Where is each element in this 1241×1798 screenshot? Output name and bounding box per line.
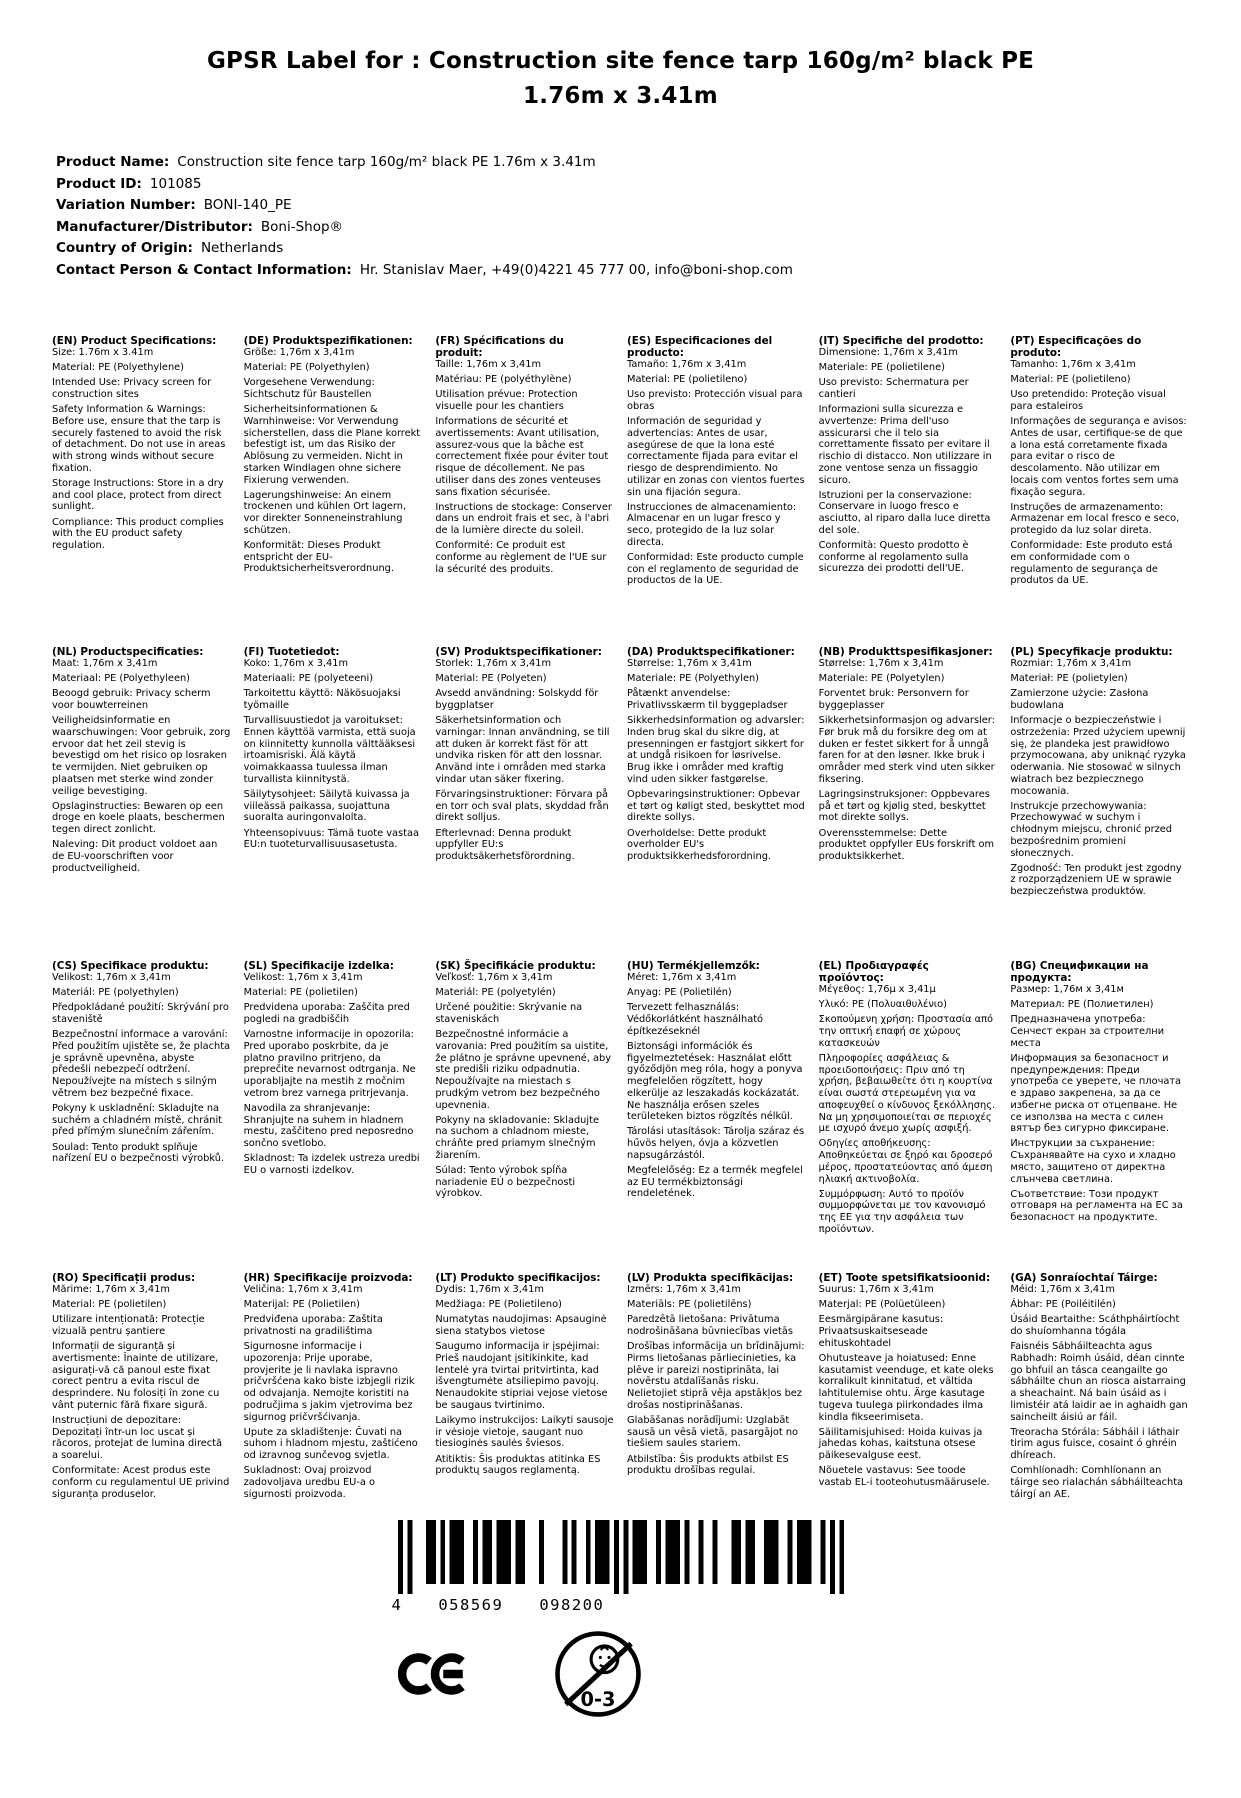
language-block-paragraph: Paredzētā lietošana: Privātuma nodrošināšana būvniecības vietās	[627, 1314, 793, 1338]
language-block-paragraph: Größe: 1,76m x 3,41m	[243, 347, 355, 358]
language-blocks-grid	[0, 335, 1241, 1500]
language-block-paragraph: Opslaginstructies: Bewaren op een droge en koele plaats, beschermen tegen direct zonlicht.	[52, 800, 225, 836]
language-block-paragraph: Utilizare intenționată: Protecție vizuală pentru șantiere	[52, 1314, 205, 1338]
product-info-value: Construction site fence tarp 160g/m² black PE 1.76m x 3.41m	[177, 154, 596, 170]
language-block-pt	[1010, 335, 1189, 587]
language-block-paragraph: Lagringsinstruksjoner: Oppbevares på et tørt og kjølig sted, beskyttet mot direkte sollys.	[818, 789, 990, 824]
barcode-bar	[430, 1520, 435, 1584]
language-block-paragraph: Forventet bruk: Personvern for byggeplasser	[818, 688, 969, 712]
language-block-paragraph: Overensstemmelse: Dette produktet oppfyller EUs forskrift om produktsikkerhet.	[818, 827, 995, 863]
barcode-bar	[487, 1520, 492, 1584]
barcode-bar	[473, 1520, 478, 1584]
language-block-paragraph: Bezpečnostné informácie a varovania: Pred použitím sa uistite, že plátno je správne upevnené, aby ste predišli riziku odpadnutia. Nepoužívajte na miestach s prudkým vetrom bez bezpečného upevnenia.	[435, 1029, 612, 1111]
language-block-lt	[435, 1272, 614, 1477]
barcode-bar	[459, 1520, 464, 1584]
barcode-bar	[797, 1520, 802, 1584]
language-block-sl	[244, 960, 423, 1177]
language-block-paragraph: Sikkerhetsinformasjon og advarsler: Før bruk må du forsikre deg om at duken er festet sikkert for å unngå faren for at den løsner. Ikke bruk i områder med sterk vind uten sikker fiksering.	[818, 715, 995, 785]
language-block-paragraph: Materiale: PE (Polyethylen)	[627, 673, 760, 685]
language-block-paragraph: Zgodność: Ten produkt jest zgodny z rozporządzeniem UE w sprawie bezpieczeństwa produktów.	[1010, 862, 1182, 898]
language-block-heading: (EN) Product Specifications:	[52, 335, 217, 347]
language-block-heading: (FR) Spécifications du produit:	[435, 335, 564, 359]
language-block-paragraph: Zamierzone użycie: Zasłona budowlana	[1010, 688, 1149, 712]
barcode-bar	[750, 1520, 755, 1584]
language-block-heading: (FI) Tuotetiedot:	[243, 646, 340, 658]
language-block-paragraph: Materjal: PE (Polüetüleen)	[818, 1299, 946, 1311]
barcode-bar	[787, 1520, 792, 1584]
language-block-paragraph: Size: 1.76m x 3.41m	[52, 347, 154, 358]
language-block-paragraph: Velikost: 1,76m x 3,41m	[243, 972, 363, 983]
language-block-paragraph: Material: PE (polietileno)	[627, 374, 748, 386]
language-block-paragraph: Biztonsági információk és figyelmeztetések: Használat előtt győződjön meg róla, hogy a ponyva megfelelően rögzített, hogy elkerülje az leszakadás kockázatát. Ne használja erősen szeles területeken biztos rögzítés nélkül.	[627, 1041, 803, 1123]
language-block-paragraph: Material: PE (Polyethylene)	[52, 362, 185, 374]
language-block-paragraph: Pokyny k uskladnění: Skladujte na suchém a chladném místě, chránit před přímým slunečním zářením.	[52, 1103, 223, 1138]
language-block-paragraph: Informații de siguranță și avertismente: Înainte de utilizare, asigurați-vă că panoul este fixat corect pentru a evita riscul de desprindere. Nu folosiți în zone cu vânt puternic fără fixare sigură.	[52, 1341, 220, 1411]
language-block-paragraph: Materiał: PE (polietylen)	[1010, 673, 1128, 685]
language-block-hu	[627, 960, 806, 1200]
language-block-heading: (LT) Produkto specifikacijos:	[435, 1272, 601, 1284]
barcode-bar	[454, 1520, 459, 1584]
barcode-bar	[820, 1520, 825, 1584]
barcode-bar	[773, 1520, 778, 1584]
language-block-heading: (CS) Specifikace produktu:	[52, 960, 209, 972]
product-info-row	[56, 174, 1241, 196]
language-block-el	[819, 960, 998, 1236]
language-block-paragraph: Megfelelőség: Ez a termék megfelel az EU termékbiztonsági rendeletének.	[627, 1165, 803, 1200]
product-info-value: Boni-Shop®	[260, 218, 344, 235]
barcode-bar	[670, 1520, 675, 1584]
language-block-heading: (HR) Specifikacije proizvoda:	[243, 1272, 413, 1284]
language-block-paragraph: Μέγεθος: 1,76μ x 3,41μ	[818, 984, 936, 995]
language-block-paragraph: Beoogd gebruik: Privacy scherm voor bouwterreinen	[52, 688, 211, 712]
page-title-line2: 1.76m x 3.41m	[523, 83, 718, 109]
product-info-row	[56, 238, 1241, 260]
language-block-paragraph: Informations de sécurité et avertissements: Avant utilisation, assurez-vous que la bâche est correctement fixée pour éviter tout risque de décollement. Ne pas utiliser dans des zones venteuses sans fixation sécurisée.	[435, 416, 609, 498]
language-block-paragraph: Tárolási utasítások: Tárolja száraz és hűvös helyen, óvja a közvetlen napsugárzástól.	[627, 1126, 805, 1161]
language-block-paragraph: Veličina: 1,76m x 3,41m	[243, 1284, 363, 1295]
barcode-bar	[764, 1520, 769, 1584]
ce-mark-icon	[398, 1643, 470, 1705]
barcode-bar	[768, 1520, 773, 1584]
language-block-fi	[244, 646, 423, 851]
language-block-heading: (PT) Especificações do produto:	[1010, 335, 1142, 359]
language-block-heading: (IT) Specifiche del prodotto:	[818, 335, 984, 347]
language-block-heading: (RO) Specificații produs:	[52, 1272, 196, 1284]
language-block-paragraph: Súlad: Tento výrobok spĺňa nariadenie EÚ o bezpečnosti výrobkov.	[435, 1165, 576, 1200]
barcode-bar	[623, 1520, 628, 1594]
product-info-section	[56, 152, 1241, 281]
language-block-en	[52, 335, 231, 552]
language-block-paragraph: Tervezett felhasználás: Védőkorlátként használható építkezéseknél	[627, 1002, 764, 1037]
language-block-paragraph: Vorgesehene Verwendung: Sichtschutz für Baustellen	[243, 377, 375, 401]
language-block-paragraph: Tamaño: 1,76m x 3,41m	[627, 359, 747, 370]
language-block-paragraph: Предназначена употреба: Сенчест екран за строителни места	[1010, 1014, 1165, 1049]
language-block-paragraph: Naleving: Dit product voldoet aan de EU-voorschriften voor productveiligheid.	[52, 839, 218, 874]
language-block-paragraph: Mărime: 1,76m x 3,41m	[52, 1284, 170, 1295]
language-block-paragraph: Instruções de armazenamento: Armazenar em local fresco e seco, protegido da luz solar direta.	[1010, 501, 1180, 537]
language-block-paragraph: Materiál: PE (polyethylen)	[52, 987, 179, 999]
product-info-row	[56, 260, 1241, 282]
barcode-first-digit: 4	[391, 1596, 403, 1615]
barcode-bar	[595, 1520, 600, 1584]
language-block-paragraph: Comhlíonadh: Comhlíonann an táirge seo rialachán sábháilteachta táirgí an AE.	[1010, 1465, 1184, 1500]
language-block-paragraph: Medžiaga: PE (Polietileno)	[435, 1299, 562, 1311]
language-block-paragraph: Uso pretendido: Proteção visual para estaleiros	[1010, 389, 1166, 413]
language-block-paragraph: Conformitate: Acest produs este conform cu regulamentul UE privind siguranța produselor.	[52, 1465, 230, 1500]
barcode-bar	[501, 1520, 506, 1584]
language-block-paragraph: Avsedd användning: Solskydd för byggplatser	[435, 688, 599, 712]
language-block-paragraph: Conformidad: Este producto cumple con el reglamento de seguridad de productos de la UE.	[627, 552, 804, 587]
product-info-value: 101085	[149, 175, 202, 192]
language-block-nb	[819, 646, 998, 863]
language-block-heading: (SV) Produktspecifikationer:	[435, 646, 602, 658]
product-info-label: Country of Origin:	[56, 240, 193, 256]
language-block-paragraph: Storage Instructions: Store in a dry and cool place, protect from direct sunlight.	[52, 478, 224, 513]
language-block-sv	[435, 646, 614, 863]
language-block-paragraph: Treoracha Stórála: Sábháil i láthair tirim agus fuisce, cosaint ó ghréin dhíreach.	[1010, 1426, 1180, 1462]
language-block-paragraph: Sicherheitsinformationen & Warnhinweise: Vor Verwendung sicherstellen, dass die Plane korrekt befestigt ist, um das Risiko der Ablösung zu vermeiden. Nicht in starken Windlagen ohne sichere Fixierung verwenden.	[243, 404, 421, 486]
barcode-bar	[731, 1520, 736, 1584]
language-block-paragraph: Material: PE (polietileno)	[1010, 374, 1131, 386]
barcode-bar	[829, 1520, 834, 1594]
language-block-paragraph: Σκοπούμενη χρήση: Προστασία από την οπτική επαφή σε χώρους κατασκευών	[818, 1014, 994, 1049]
product-info-label: Product ID:	[56, 175, 142, 192]
barcode-bar	[449, 1520, 454, 1584]
language-block-paragraph: Varnostne informacije in opozorila: Pred uporabo poskrbite, da je platno pravilno pritrjeno, da preprečite nevarnost odtrganja. Ne uporabljajte na mestih z močnim vetrom brez varnega pritrjevanja.	[243, 1029, 416, 1099]
language-block-paragraph: Material: PE (Polyeten)	[435, 673, 547, 685]
barcode-bar	[736, 1520, 741, 1584]
barcode-bar	[613, 1520, 618, 1594]
language-block-paragraph: Informações de segurança e avisos: Antes de usar, certifique-se de que a lona está corretamente fixada para evitar o risco de descolamento. Não utilizar em locais com ventos fortes sem uma fixação segura.	[1010, 416, 1187, 498]
language-block-cs	[52, 960, 231, 1165]
language-block-paragraph: Anyag: PE (Polietilén)	[627, 987, 732, 999]
compliance-marks	[398, 1628, 844, 1720]
language-block-heading: (PL) Specyfikacje produktu:	[1010, 646, 1173, 658]
language-block-paragraph: Informacje o bezpieczeństwie i ostrzeżenia: Przed użyciem upewnij się, że plandeka jest prawidłowo przymocowana, aby uniknąć ryzyka oderwania. Nie stosować w silnych wiatrach bez bezpiecznego mocowania.	[1010, 715, 1186, 797]
language-block-paragraph: Overholdelse: Dette produkt overholder EU's produktsikkerhedsforordning.	[627, 827, 772, 863]
language-block-paragraph: Lagerungshinweise: An einem trockenen und kühlen Ort lagern, vor direkter Sonneneinstrahlung schützen.	[243, 489, 407, 536]
language-block-bg	[1010, 960, 1189, 1224]
language-block-de	[244, 335, 423, 575]
language-block-et	[819, 1272, 998, 1489]
language-block-paragraph: Dydis: 1,76m x 3,41m	[435, 1284, 544, 1295]
language-block-paragraph: Dimensione: 1,76m x 3,41m	[818, 347, 958, 358]
barcode-bars	[398, 1520, 844, 1594]
language-block-paragraph: Sukladnost: Ovaj proizvod zadovoljava uredbu EU-a o sigurnosti proizvoda.	[243, 1465, 375, 1500]
language-block-paragraph: Información de seguridad y advertencias: Antes de usar, asegúrese de que la lona esté correctamente fijada para evitar el riesgo de desprendimiento. No utilizar en zonas con vientos fuertes sin una fijación segura.	[627, 416, 805, 498]
language-block-paragraph: Bezpečnostní informace a varování: Před použitím ujistěte se, že plachta je správně upevněna, abyste předešli nebezpečí odtržení. Nepoužívejte na místech s silným větrem bez bezpečné fixace.	[52, 1029, 231, 1099]
barcode-bar	[604, 1520, 609, 1584]
language-block-paragraph: Instrucciones de almacenamiento: Almacenar en un lugar fresco y seco, protegido de la luz solar directa.	[627, 501, 797, 548]
language-block-paragraph: Πληροφορίες ασφάλειας & προειδοποιήσεις: Πριν από τη χρήση, βεβαιωθείτε ότι η κουρτίνα είναι σωστά στερεωμένη για να αποφευχθεί ο κίνδυνος ξεκόλλησης. Να μη χρησιμοποιείται σε περιοχές με ισχυρό άνεμο χωρίς ασφιξή.	[818, 1053, 996, 1135]
language-block-paragraph: Tamanho: 1,76m x 3,41m	[1010, 359, 1136, 370]
barcode-bar	[698, 1520, 703, 1584]
language-block-paragraph: Matériau: PE (polyéthylène)	[435, 374, 572, 386]
language-block-paragraph: Faisnéis Sábháilteachta agus Rabhadh: Roimh úsáid, déan cinnte go bhfuil an tásca ceangailte go sábháilte chun an riosca aistarraing a sheachaint. Ná bain úsáid as i limistéir atá laidir ae in aghaidh gan saincheilt áisiú ar fáil.	[1010, 1341, 1188, 1423]
language-block-paragraph: Materiaal: PE (Polyethyleen)	[52, 673, 191, 685]
language-block-paragraph: Οδηγίες αποθήκευσης: Αποθηκεύεται σε ξηρό και δροσερό μέρος, προστατεύοντας από άμεση ηλιακή ακτινοβολία.	[818, 1138, 993, 1185]
language-block-paragraph: Instructions de stockage: Conserver dans un endroit frais et sec, à l'abri de la lumière directe du soleil.	[435, 501, 612, 537]
language-block-paragraph: Uso previsto: Schermatura per cantieri	[818, 377, 969, 401]
language-block-paragraph: Laikymo instrukcijos: Laikyti sausoje ir vėsioje vietoje, saugant nuo tiesioginės saulės šviesos.	[435, 1415, 614, 1450]
language-block-paragraph: Storlek: 1,76m x 3,41m	[435, 658, 551, 669]
language-block-paragraph: Sigurnosne informacije i upozorenja: Prije uporabe, provjerite je li navlaka ispravno pričvršćena kako biste izbjegli rizik od odvajanja. Nemojte koristiti na područjima s jakim vjetrovima bez sigurnog pričvršćivanja.	[243, 1341, 415, 1423]
language-block-paragraph: Saugumo informacija ir įspėjimai: Prieš naudojant įsitikinkite, kad lentelė yra tvirtai pritvirtinta, kad išvengtumėte atsiliepimo pavojų. Nenaudokite stipriai vejose vietose be saugaus tvirtinimo.	[435, 1341, 608, 1411]
language-block-es	[627, 335, 806, 587]
language-block-paragraph: Predviđena uporaba: Zaštita privatnosti na gradilištima	[243, 1314, 383, 1338]
language-block-paragraph: Drošības informācija un brīdinājumi: Pirms lietošanas pārliecinieties, ka plēve ir pareizi nostiprināta, lai novērstu atdalīšanās risku. Nelietojiet stiprā vēja apstākļos bez drošas nostiprināšanas.	[627, 1341, 805, 1411]
language-block-paragraph: Säilytysohjeet: Säilytä kuivassa ja viileässä paikassa, suojattuna suoralta auringonvalolta.	[243, 789, 410, 824]
language-block-heading: (LV) Produkta specifikācijas:	[627, 1272, 794, 1284]
language-block-paragraph: Säkerhetsinformation och varningar: Innan användning, se till att duken är korrekt fäst för att undvika risken för att den lossnar. Använd inte i områden med starka vindar utan säker fixering.	[435, 715, 610, 785]
language-block-paragraph: Förvaringsinstruktioner: Förvara på en torr och sval plats, skyddad från direkt solljus.	[435, 789, 609, 824]
product-info-value: BONI-140_PE	[203, 197, 292, 213]
product-info-row	[56, 217, 1241, 239]
language-block-nl	[52, 646, 231, 874]
barcode-digit-group-1: 058569	[438, 1596, 504, 1615]
language-block-paragraph: Maat: 1,76m x 3,41m	[52, 658, 158, 669]
barcode-bar	[538, 1520, 543, 1584]
language-block-paragraph: Taille: 1,76m x 3,41m	[435, 359, 542, 370]
language-block-paragraph: Numatytas naudojimas: Apsauginė siena statybos vietose	[435, 1314, 607, 1338]
language-block-paragraph: Předpokládané použití: Skrývání pro staveniště	[52, 1002, 229, 1026]
age-warning-label: 0-3	[580, 1688, 615, 1712]
barcode-digit-group-2: 098200	[539, 1596, 605, 1615]
language-block-paragraph: Säilitamisjuhised: Hoida kuivas ja jahedas kohas, kaitstuna otsese päikesevalguse eest.	[818, 1426, 983, 1462]
barcode-bar	[515, 1520, 520, 1584]
language-block-paragraph: Suurus: 1,76m x 3,41m	[818, 1284, 934, 1295]
barcode-bar	[642, 1520, 647, 1584]
language-block-lv	[627, 1272, 806, 1477]
language-block-paragraph: Påtænkt anvendelse: Privatlivsskærm til byggepladser	[627, 688, 788, 712]
language-block-paragraph: Ábhar: PE (Poiléitilén)	[1010, 1299, 1116, 1311]
language-block-heading: (NL) Productspecificaties:	[52, 646, 204, 658]
language-block-paragraph: Υλικό: PE (Πολυαιθυλένιο)	[818, 999, 947, 1011]
language-block-paragraph: Izmērs: 1,76m x 3,41m	[627, 1284, 741, 1295]
barcode-bar	[520, 1520, 525, 1584]
language-block-heading: (ET) Toote spetsifikatsioonid:	[818, 1272, 991, 1284]
language-block-heading: (HU) Termékjellemzők:	[627, 960, 760, 972]
language-block-paragraph: Méid: 1,76m x 3,41m	[1010, 1284, 1115, 1295]
language-block-paragraph: Materiaali: PE (polyeteeni)	[243, 673, 374, 685]
language-block-paragraph: Rozmiar: 1,76m x 3,41m	[1010, 658, 1132, 669]
product-info-value: Netherlands	[200, 240, 284, 256]
language-block-paragraph: Efterlevnad: Denna produkt uppfyller EU:s produktsäkerhetsförordning.	[435, 827, 575, 863]
language-block-heading: (NB) Produkttspesifikasjoner:	[818, 646, 993, 658]
language-block-paragraph: Materijal: PE (Polietilen)	[243, 1299, 360, 1311]
language-block-hr	[244, 1272, 423, 1500]
barcode-bar	[407, 1520, 412, 1594]
language-block-paragraph: Instrucțiuni de depozitare: Depozitați într-un loc uscat și răcoros, protejat de lumina directă a soarelui.	[52, 1415, 223, 1462]
language-block-heading: (EL) Προδιαγραφές προϊόντος:	[818, 960, 929, 984]
language-block-paragraph: Tarkoitettu käyttö: Näkösuojaksi työmaille	[243, 688, 401, 712]
language-block-paragraph: Инструкции за съхранение: Съхранявайте на сухо и хладно място, защитено от директна слънчева светлина.	[1010, 1138, 1176, 1185]
product-info-label: Product Name:	[56, 154, 170, 170]
language-block-paragraph: Pokyny na skladovanie: Skladujte na suchom a chladnom mieste, chráňte pred priamym slnečným žiarením.	[435, 1114, 599, 1161]
language-block-paragraph: Určené použitie: Skrývanie na staveniskách	[435, 1002, 583, 1026]
language-block-paragraph: Conformidade: Este produto está em conformidade com o regulamento de segurança de produtos da UE.	[1010, 540, 1173, 587]
language-block-paragraph: Navodila za shranjevanje: Shranjujte na suhem in hladnem mestu, zaščiteno pred neposredno sončno svetlobo.	[243, 1103, 414, 1150]
barcode-bar	[745, 1520, 750, 1584]
language-block-paragraph: Sikkerhedsinformation og advarsler: Inden brug skal du sikre dig, at presenningen er fastgjort sikkert for at undgå risikoen for løsrivelse. Brug ikke i områder med kraftig vind uden sikker fastgørelse.	[627, 715, 805, 785]
language-block-paragraph: Størrelse: 1,76m x 3,41m	[818, 658, 944, 669]
language-block-paragraph: Информация за безопасност и предупреждения: Преди употреба се уверете, че плочата е здраво закрепена, за да се избегне риска от отцепване. Не се използва на места с силен вятър без сигурно фиксиране.	[1010, 1053, 1182, 1135]
barcode-bar	[674, 1520, 679, 1584]
language-block-paragraph: Materiál: PE (polyetylén)	[435, 987, 556, 999]
language-block-paragraph: Съответствие: Този продукт отговаря на регламента на ЕС за безопасност на продуктите.	[1010, 1188, 1183, 1224]
barcode-digits	[392, 1596, 844, 1614]
barcode-bar	[426, 1520, 431, 1584]
language-block-paragraph: Informazioni sulla sicurezza e avvertenze: Prima dell'uso assicurarsi che il telo sia correttamente fissato per evitare il rischio di distacco. Non utilizzare in zone ventose senza un fissaggio sicuro.	[818, 404, 992, 486]
language-block-sk	[435, 960, 614, 1200]
language-block-paragraph: Intended Use: Privacy screen for construction sites	[52, 377, 212, 401]
language-block-paragraph: Material: PE (polietilen)	[52, 1299, 167, 1311]
barcode	[391, 1520, 844, 1615]
language-block-ga	[1010, 1272, 1189, 1500]
language-block-heading: (GA) Sonraíochtaí Táirge:	[1010, 1272, 1158, 1284]
barcode-bar	[571, 1520, 576, 1584]
barcode-bar	[585, 1520, 590, 1584]
barcode-bar	[398, 1520, 403, 1594]
barcode-bar	[599, 1520, 604, 1584]
language-block-paragraph: Soulad: Tento produkt splňuje nařízení EU o bezpečnosti výrobků.	[52, 1141, 225, 1165]
language-block-paragraph: Instrukcje przechowywania: Przechowywać w suchym i chłodnym miejscu, chronić przed bezpośrednim promieni słonecznych.	[1010, 800, 1172, 859]
language-block-heading: (BG) Спецификации на продукта:	[1010, 960, 1149, 984]
language-block-paragraph: Eesmärgipärane kasutus: Privaatsuskaitseseade ehituskohtadel	[818, 1314, 944, 1349]
barcode-bar	[482, 1520, 487, 1584]
language-block-paragraph: Conformità: Questo prodotto è conforme al regolamento sulla sicurezza dei prodotti dell'UE.	[818, 540, 969, 575]
barcode-bar	[632, 1520, 637, 1584]
barcode-bar	[839, 1520, 844, 1594]
language-block-paragraph: Материал: PE (Полиетилен)	[1010, 999, 1154, 1011]
barcode-bar	[505, 1520, 510, 1584]
barcode-bar	[496, 1520, 501, 1584]
product-info-row	[56, 195, 1241, 217]
language-block-paragraph: Размер: 1,76м x 3,41м	[1010, 984, 1124, 995]
barcode-bar	[712, 1520, 717, 1584]
barcode-bar	[562, 1520, 567, 1584]
product-info-row	[56, 152, 1241, 174]
language-block-paragraph: Istruzioni per la conservazione: Conservare in luogo fresco e asciutto, al riparo dalla luce diretta del sole.	[818, 489, 991, 536]
language-block-paragraph: Materiale: PE (Polyetylen)	[818, 673, 945, 685]
language-block-paragraph: Materiāls: PE (polietilēns)	[627, 1299, 752, 1311]
language-block-paragraph: Material: PE (polietilen)	[243, 987, 358, 999]
language-block-paragraph: Veiligheidsinformatie en waarschuwingen: Voor gebruik, zorg ervoor dat het zeil stevig is bevestigd om het risico op losraken te vermijden. Niet gebruiken op plaatsen met sterke wind zonder veilige bevestiging.	[52, 715, 231, 797]
product-info-value: Hr. Stanislav Maer, +49(0)4221 45 777 00, info@boni-shop.com	[359, 261, 793, 278]
barcode-bar	[806, 1520, 811, 1584]
language-block-paragraph: Atbilstība: Šis produkts atbilst ES produktu drošības regulai.	[627, 1453, 789, 1477]
page-title	[70, 44, 1171, 114]
language-block-paragraph: Opbevaringsinstruktioner: Opbevar et tørt og køligt sted, beskyttet mod direkte sollys.	[627, 789, 805, 824]
language-block-heading: (SL) Specifikacije izdelka:	[243, 960, 394, 972]
language-block-paragraph: Conformité: Ce produit est conforme au règlement de l'UE sur la sécurité des produits.	[435, 540, 607, 575]
language-block-paragraph: Konformität: Dieses Produkt entspricht der EU-Produktsicherheitsverordnung.	[243, 540, 395, 575]
language-block-heading: (ES) Especificaciones del producto:	[627, 335, 773, 359]
language-block-pl	[1010, 646, 1189, 898]
language-block-paragraph: Utilisation prévue: Protection visuelle pour les chantiers	[435, 389, 578, 413]
language-block-paragraph: Συμμόρφωση: Αυτό το προϊόν συμμορφώνεται με τον κανονισμό της ΕΕ για την ασφάλεια των προϊόντων.	[818, 1188, 986, 1235]
language-block-paragraph: Skladnost: Ta izdelek ustreza uredbi EU o varnosti izdelkov.	[243, 1153, 420, 1177]
language-block-paragraph: Nõuetele vastavus: See toode vastab EL-i tooteohutusmäärusele.	[818, 1465, 990, 1489]
language-block-paragraph: Úsáid Beartaithe: Scáthpháirtíocht do shuíomhanna tógála	[1010, 1314, 1180, 1338]
language-block-ro	[52, 1272, 231, 1500]
product-info-label: Manufacturer/Distributor:	[56, 218, 253, 235]
barcode-bar	[665, 1520, 670, 1584]
language-block-heading: (DA) Produktspecifikationer:	[627, 646, 795, 658]
language-block-paragraph: Compliance: This product complies with the EU product safety regulation.	[52, 516, 224, 552]
language-block-fr	[435, 335, 614, 575]
product-info-label: Contact Person & Contact Information:	[56, 261, 352, 278]
language-block-paragraph: Turvallisuustiedot ja varoitukset: Ennen käyttöä varmista, että suoja on kiinnitetty kunnolla välttääksesi irtoamisriski. Älä käytä voimakkaassa tuulessa ilman turvallista kiinnitystä.	[243, 715, 416, 785]
language-block-paragraph: Atitiktis: Šis produktas atitinka ES produktų saugos reglamentą.	[435, 1453, 601, 1477]
language-block-paragraph: Material: PE (Polyethylen)	[243, 362, 370, 374]
language-block-paragraph: Predvidena uporaba: Zaščita pred pogledi na gradbiščih	[243, 1002, 410, 1026]
barcode-bar	[801, 1520, 806, 1584]
product-info-label: Variation Number:	[56, 197, 196, 213]
page-title-line1: GPSR Label for : Construction site fence tarp 160g/m² black PE	[206, 48, 1035, 74]
language-block-paragraph: Størrelse: 1,76m x 3,41m	[627, 658, 752, 669]
language-block-heading: (DE) Produktspezifikationen:	[243, 335, 413, 347]
language-block-heading: (SK) Špecifikácie produktu:	[435, 960, 596, 972]
language-block-paragraph: Safety Information & Warnings: Before use, ensure that the tarp is securely fastened to avoid the risk of detachment. Do not use in areas with strong winds without secure fixation.	[52, 404, 226, 474]
language-block-paragraph: Koko: 1,76m x 3,41m	[243, 658, 349, 669]
language-block-paragraph: Glabāšanas norādījumi: Uzglabāt sausā un vēsā vietā, pasargājot no tiešiem saules stariem.	[627, 1415, 799, 1450]
language-block-da	[627, 646, 806, 863]
language-block-paragraph: Ohutusteave ja hoiatused: Enne kasutamist veenduge, et kate oleks korralikult kinnitatud, et vältida lahtitulemise ohtu. Ärge kasutage tugeva tuulega piirkondades ilma kindla fikseerimiseta.	[818, 1353, 994, 1423]
barcode-bar	[684, 1520, 689, 1584]
barcode-bar	[440, 1520, 445, 1584]
language-block-paragraph: Méret: 1,76m x 3,41m	[627, 972, 737, 983]
language-block-paragraph: Upute za skladištenje: Čuvati na suhom i hladnom mjestu, zaštićeno od izravnog sunčevog svjetla.	[243, 1426, 418, 1462]
language-block-paragraph: Materiale: PE (polietilene)	[818, 362, 945, 374]
language-block-paragraph: Velikost: 1,76m x 3,41m	[52, 972, 171, 983]
barcode-bar	[656, 1520, 661, 1584]
language-block-it	[819, 335, 998, 575]
language-block-paragraph: Veľkosť: 1,76m x 3,41m	[435, 972, 553, 983]
age-warning-0-3-icon	[552, 1628, 644, 1720]
barcode-bar	[637, 1520, 642, 1584]
language-block-paragraph: Uso previsto: Protección visual para obras	[627, 389, 803, 413]
language-block-paragraph: Yhteensopivuus: Tämä tuote vastaa EU:n tuoteturvallisuusasetusta.	[243, 827, 420, 851]
